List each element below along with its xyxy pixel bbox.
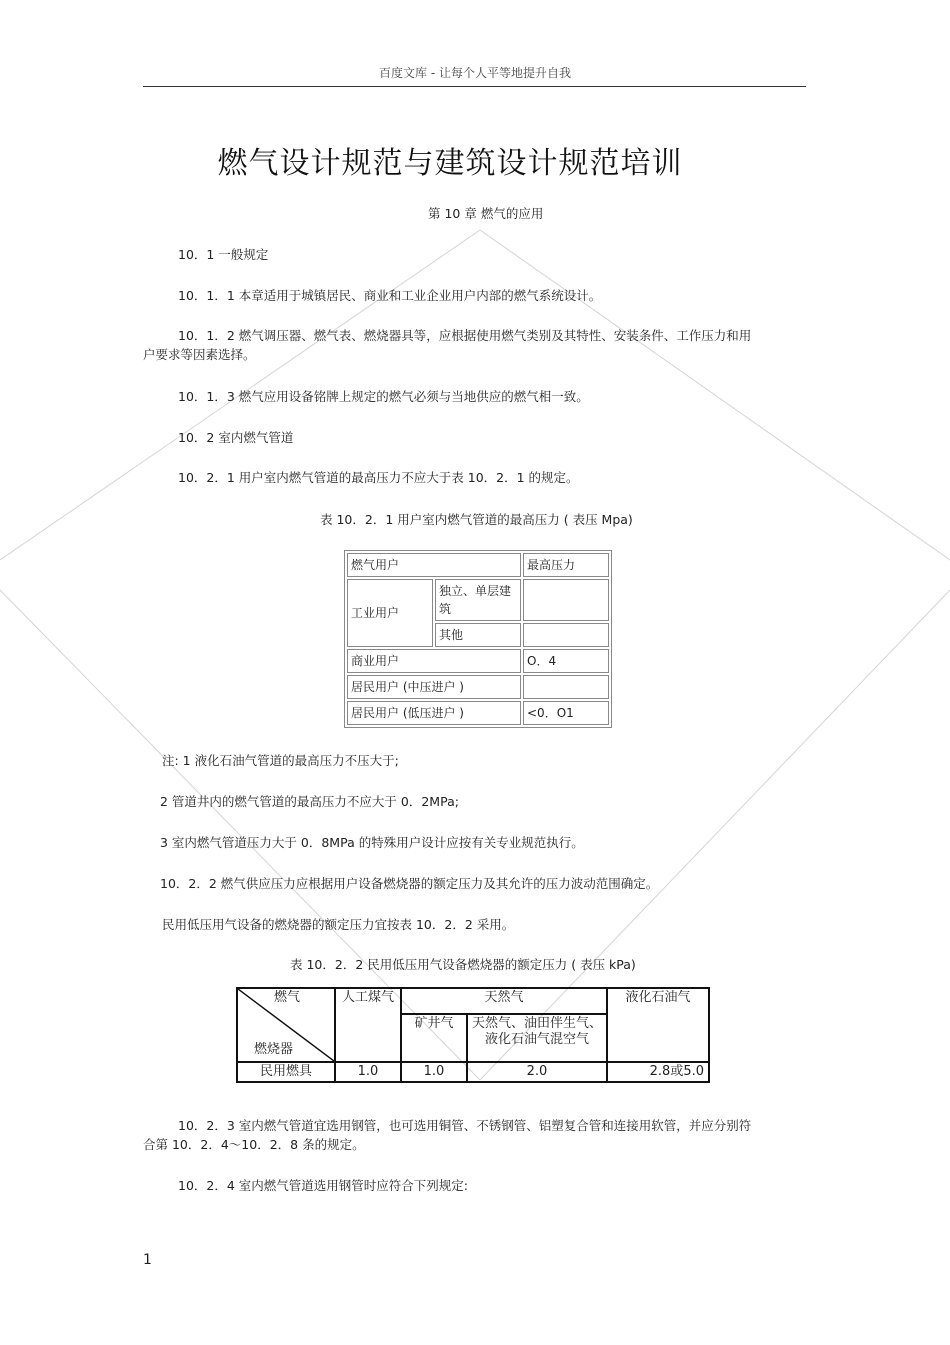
section-10-1: 10．1 一般规定 <box>178 247 269 262</box>
burner-pressure-table <box>236 987 710 1083</box>
note-3: 3 室内燃气管道压力大于 0．8MPa 的特殊用户设计应按有关专业规范执行。 <box>160 835 584 850</box>
corner-burner-label: 燃烧器 <box>254 1042 294 1057</box>
table-row <box>237 1062 709 1082</box>
table-cell: 商业用户 <box>347 649 521 673</box>
table2-caption: 表 10．2．2 民用低压用气设备燃烧器的额定压力 ( 表压 kPa) <box>290 957 636 972</box>
table-header-cell: 燃气用户 <box>347 553 521 577</box>
table-row <box>347 649 609 673</box>
max-pressure-table <box>344 550 612 728</box>
table-row <box>347 553 609 577</box>
table-corner-cell <box>237 988 335 1062</box>
table-row-label: 民用燃具 <box>237 1062 335 1082</box>
page-header: 百度文库 - 让每个人平等地提升自我 <box>379 66 571 80</box>
clause-10-2-1: 10．2．1 用户室内燃气管道的最高压力不应大于表 10．2．1 的规定。 <box>178 470 579 485</box>
chapter-heading: 第 10 章 燃气的应用 <box>428 206 544 221</box>
lpg-value: 2.8或5.0 <box>649 1064 704 1079</box>
table-cell <box>523 675 609 699</box>
table-cell: 2.0 <box>467 1062 607 1082</box>
table-row <box>347 579 609 621</box>
table-cell: 独立、单层建筑 <box>435 579 521 621</box>
clause-10-2-3: 10．2．3 室内燃气管道宜选用钢管，也可选用铜管、不锈钢管、铝塑复合管和连接用软管，并应分别符合第 10．2．4～10．2．8 条的规定。 <box>143 1118 752 1152</box>
table-cell: <0．O1 <box>523 701 609 725</box>
table-row <box>347 675 609 699</box>
table-cell <box>523 579 609 621</box>
table1-caption: 表 10．2．1 用户室内燃气管道的最高压力 ( 表压 Mpa) <box>320 512 633 527</box>
table-cell: 居民用户 (中压进户 ) <box>347 675 521 699</box>
clause-10-2-4: 10．2．4 室内燃气管道选用钢管时应符合下列规定: <box>178 1178 468 1193</box>
table-cell <box>523 623 609 647</box>
note-1: 注: 1 液化石油气管道的最高压力不压大于; <box>162 753 399 768</box>
table-cell: 工业用户 <box>347 579 433 647</box>
table-row <box>237 988 709 1014</box>
table-cell: O．4 <box>523 649 609 673</box>
table-cell: 其他 <box>435 623 521 647</box>
header-rule <box>143 86 806 87</box>
table-header-cell: 最高压力 <box>523 553 609 577</box>
page-number: 1 <box>143 1252 152 1268</box>
table-row <box>347 701 609 725</box>
table-cell: 1.0 <box>401 1062 467 1082</box>
table-header-cell: 矿井气 <box>401 1014 467 1062</box>
table-cell: 1.0 <box>335 1062 401 1082</box>
table-cell: 居民用户 (低压进户 ) <box>347 701 521 725</box>
clause-10-1-1: 10．1．1 本章适用于城镇居民、商业和工业企业用户内部的燃气系统设计。 <box>178 288 602 303</box>
clause-10-1-2: 10．1．2 燃气调压器、燃气表、燃烧器具等，应根据使用燃气类别及其特性、安装条件、工作压力和用户要求等因素选择。 <box>143 328 752 362</box>
table-header-cell: 人工煤气 <box>335 988 401 1062</box>
document-title: 燃气设计规范与建筑设计规范培训 <box>217 146 683 181</box>
clause-10-1-3: 10．1．3 燃气应用设备铭牌上规定的燃气必须与当地供应的燃气相一致。 <box>178 389 589 404</box>
clause-10-2-2: 10．2．2 燃气供应压力应根据用户设备燃烧器的额定压力及其允许的压力波动范围确定。 <box>160 876 659 891</box>
table-header-cell: 液化石油气 <box>607 988 709 1062</box>
table-header-cell: 天然气、油田伴生气、液化石油气混空气 <box>467 1014 607 1062</box>
section-10-2: 10．2 室内燃气管道 <box>178 430 294 445</box>
table-cell <box>607 1062 709 1082</box>
corner-gas-label: 燃气 <box>274 990 301 1005</box>
civil-burner-note: 民用低压用气设备的燃烧器的额定压力宜按表 10．2．2 采用。 <box>162 917 515 932</box>
table-header-cell: 天然气 <box>401 988 607 1014</box>
note-2: 2 管道井内的燃气管道的最高压力不应大于 0．2MPa; <box>160 794 459 809</box>
